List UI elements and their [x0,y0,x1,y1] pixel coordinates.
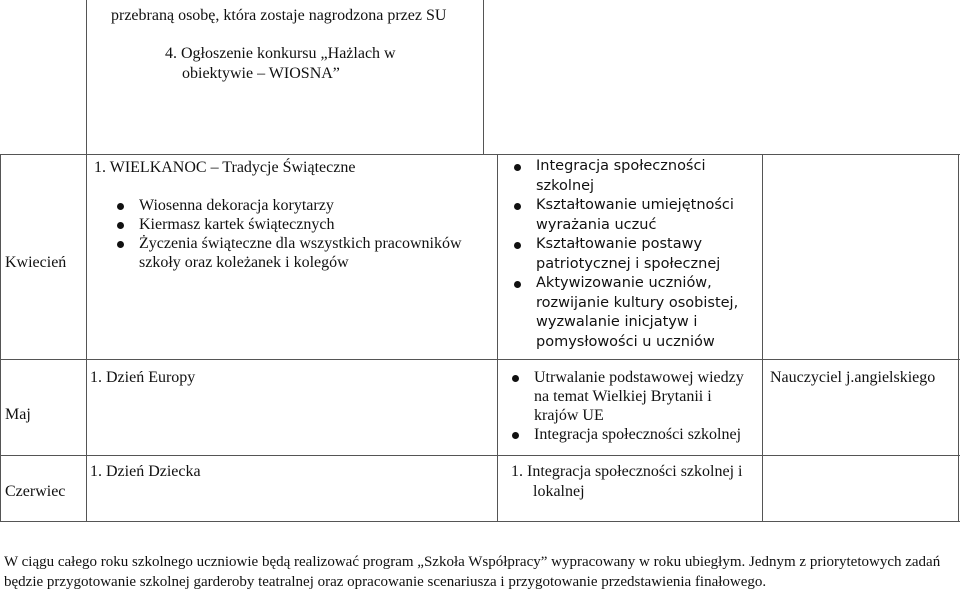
top-item4-line2: obiektywie – WIOSNA” [182,65,340,82]
kwiecien-activities-list [115,196,481,272]
table-border-top-of-czerwiec [0,455,960,456]
list-item: Życzenia świąteczne dla wszystkich pracowników szkoły oraz koleżanek i kolegów [115,234,481,272]
month-kwiecien: Kwiecień [5,254,67,271]
top-item4-line1: 4. Ogłoszenie konkursu „Hażlach w [165,45,396,62]
bullet-icon [117,203,124,210]
list-item: Wiosenna dekoracja korytarzy [115,196,481,215]
footer-line-2: będzie przygotowanie szkolnej garderoby teatralnej oraz opracowanie scenariusza i przygotowanie przedstawienia finałowego. [4,574,767,590]
table-border-left-top [86,0,87,154]
bullet-icon [514,164,521,171]
table-border-col2-top [483,0,484,154]
footer-line-1: W ciągu całego roku szkolnego uczniowie będą realizować program „Szkoła Współpracy” wypracowany w roku ubiegłym. Jednym z priorytetowych zadań [4,554,941,570]
list-item: Kształtowanie umiejętności wyrażania uczuć [512,196,760,235]
kwiecien-goals-list [512,157,760,352]
list-item: Integracja społeczności szkolnej [510,425,760,444]
list-item: Integracja społeczności szkolnej [512,157,760,196]
top-text-line: przebraną osobę, która zostaje nagrodzona przez SU [111,7,447,24]
table-border-col3 [762,154,763,522]
bullet-icon [514,242,521,249]
bullet-icon [512,375,519,382]
czerwiec-goal-line2: lokalnej [533,483,585,500]
table-border-top-of-maj [0,359,960,360]
month-maj: Maj [5,406,31,423]
month-czerwiec: Czerwiec [5,483,66,500]
czerwiec-goal-line1: 1. Integracja społeczności szkolnej i [511,463,743,480]
table-border-col2 [497,154,498,522]
czerwiec-activity: 1. Dzień Dziecka [90,463,201,480]
list-item: Utrwalanie podstawowej wiedzy na temat Wielkiej Brytanii i krajów UE [510,368,760,425]
table-border-top-of-kwiecien [0,154,960,155]
bullet-icon [512,432,519,439]
maj-responsible: Nauczyciel j.angielskiego [770,369,936,386]
table-border-col1 [86,154,87,522]
footer-paragraph [4,552,956,592]
table-border-bottom [0,521,960,522]
list-item: Aktywizowanie uczniów, rozwijanie kultury osobistej, wyzwalanie inicjatyw i pomysłowości u uczniów [512,274,760,352]
maj-activity: 1. Dzień Europy [90,369,196,386]
bullet-icon [514,203,521,210]
bullet-icon [514,281,521,288]
table-border-right-edge [958,154,959,522]
kwiecien-heading: 1. WIELKANOC – Tradycje Świąteczne [94,159,356,176]
bullet-icon [117,241,124,248]
bullet-icon [117,222,124,229]
list-item: Kiermasz kartek świątecznych [115,215,481,234]
maj-goals-list [510,368,760,444]
table-border-left-edge [0,154,1,522]
list-item: Kształtowanie postawy patriotycznej i społecznej [512,235,760,274]
